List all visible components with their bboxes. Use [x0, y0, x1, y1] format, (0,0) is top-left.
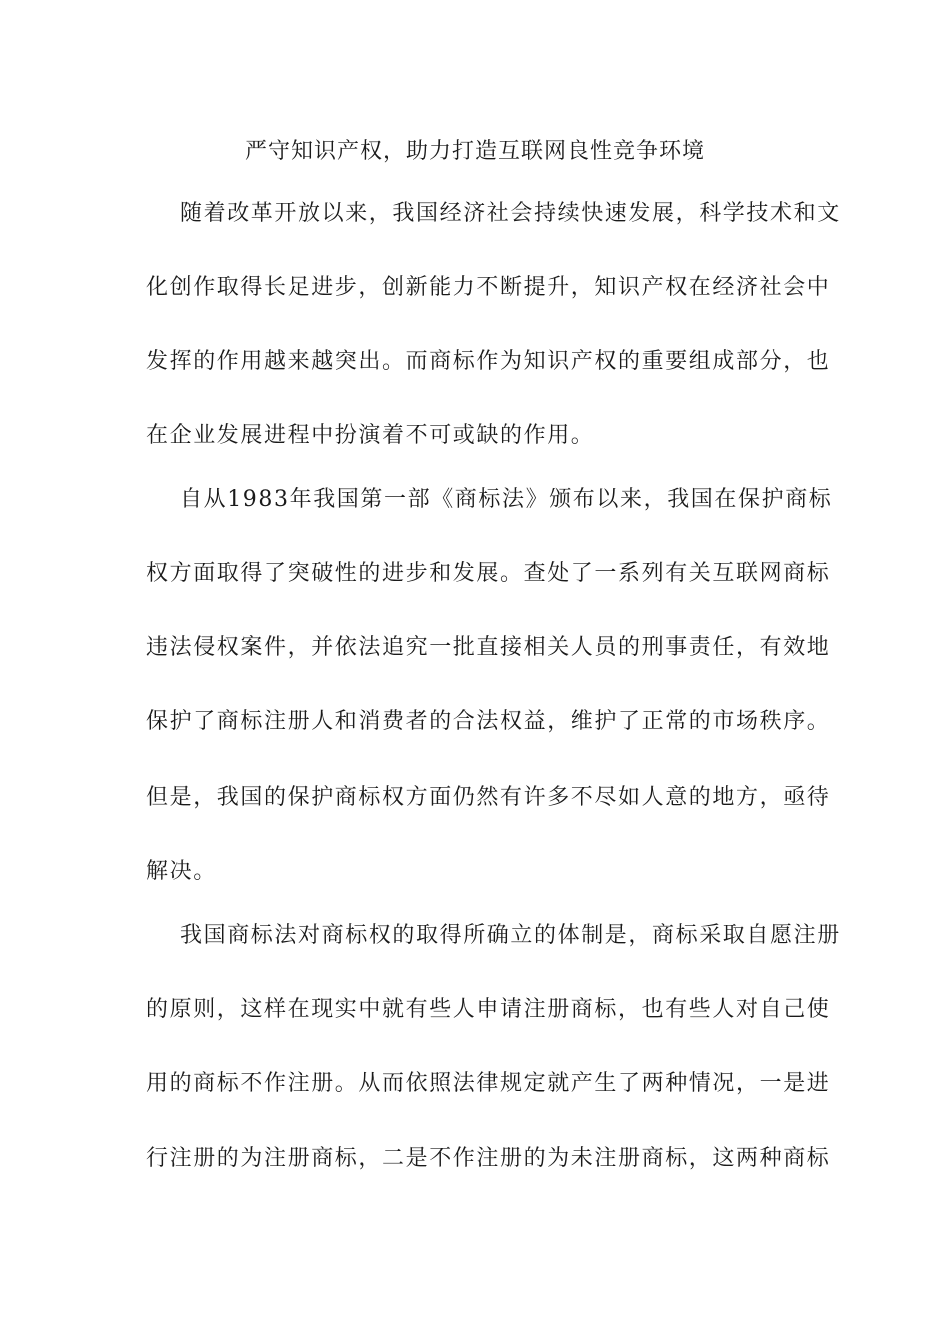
paragraph-3-line-3: 用的商标不作注册。从而依照法律规定就产生了两种情况，一是进	[146, 1071, 831, 1096]
paragraph-1-line-3: 发挥的作用越来越突出。而商标作为知识产权的重要组成部分，也	[146, 349, 831, 374]
paragraph-1-line-2: 化创作取得长足进步，创新能力不断提升，知识产权在经济社会中	[146, 275, 831, 300]
paragraph-1-line-4: 在企业发展进程中扮演着不可或缺的作用。	[146, 423, 595, 448]
paragraph-2-line-4: 保护了商标注册人和消费者的合法权益，维护了正常的市场秩序。	[146, 709, 831, 734]
document-title: 严守知识产权，助力打造互联网良性竞争环境	[244, 139, 705, 164]
paragraph-2-line-3: 违法侵权案件，并依法追究一批直接相关人员的刑事责任，有效地	[146, 635, 831, 660]
paragraph-3-line-2: 的原则，这样在现实中就有些人申请注册商标，也有些人对自己使	[146, 997, 831, 1022]
paragraph-1-line-1: 随着改革开放以来，我国经济社会持续快速发展，科学技术和文	[180, 201, 841, 226]
paragraph-3-line-4: 行注册的为注册商标，二是不作注册的为未注册商标，这两种商标	[146, 1146, 831, 1171]
paragraph-3-line-1: 我国商标法对商标权的取得所确立的体制是，商标采取自愿注册	[180, 923, 841, 948]
paragraph-2-line-2: 权方面取得了突破性的进步和发展。查处了一系列有关互联网商标	[146, 561, 831, 586]
paragraph-2-line-1: 自从1983年我国第一部《商标法》颁布以来，我国在保护商标	[180, 487, 833, 512]
paragraph-2-line-5: 但是，我国的保护商标权方面仍然有许多不尽如人意的地方，亟待	[146, 785, 831, 810]
paragraph-2-line-6: 解决。	[146, 859, 217, 884]
